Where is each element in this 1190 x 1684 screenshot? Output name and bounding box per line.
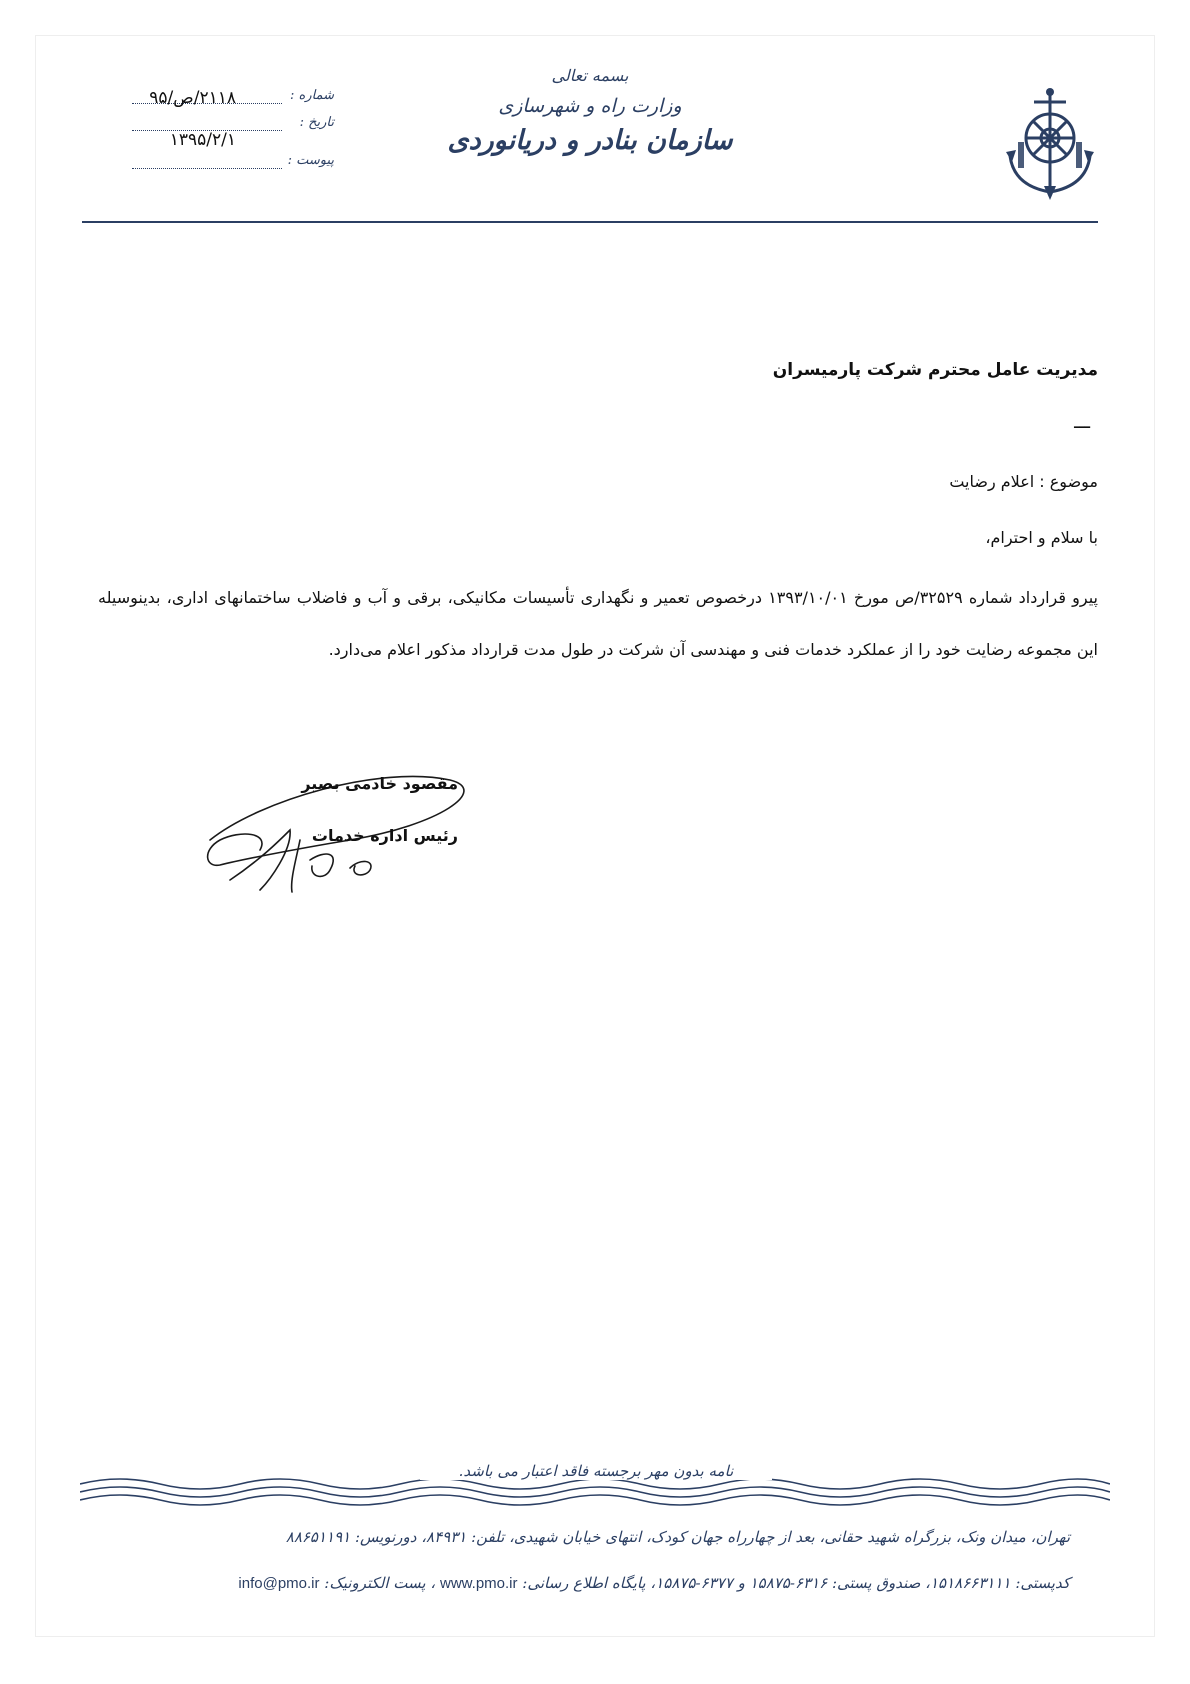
letterhead <box>440 66 740 156</box>
signer-title: رئیس اداره خدمات <box>311 826 458 845</box>
signer-name: مقصود خادمی بصیر <box>301 774 458 793</box>
greeting: با سلام و احترام، <box>985 528 1098 547</box>
footer-contact <box>110 1574 1070 1592</box>
attachment-label: پیوست : <box>287 153 334 168</box>
organization-name: سازمان بنادر و دریانوردی <box>447 125 733 156</box>
email-link[interactable]: info@pmo.ir <box>238 1575 320 1592</box>
body-paragraph: پیرو قرارداد شماره ۳۲۵۲۹/ص مورخ ۱۳۹۳/۱۰/۰۱ درخصوص تعمیر و نگهداری تأسیسات مکانیکی، برقی و آب و فاضلاب ساختمانهای اداری، بدینوسیله این مجموعه رضایت خود را از عملکرد خدمات فنی و مهندسی آن شرکت در طول مدت قرارداد مذکور اعلام می‌دارد. <box>98 588 1099 659</box>
postal-info: کدپستی: ۱۵۱۸۶۶۳۱۱۱، صندوق پستی: ۶۳۱۶-۱۵۸۷۵ و ۶۳۷۷-۱۵۸۷۵، پایگاه اطلاع رسانی: <box>522 1574 1070 1592</box>
email-label: ، پست الکترونیک: <box>324 1574 436 1592</box>
ministry-name: وزارت راه و شهرسازی <box>498 95 682 117</box>
number-label: شماره : <box>290 88 334 103</box>
letter-number: ۲۱۱۸/ص/۹۵ <box>149 88 236 108</box>
handwritten-signature <box>200 770 500 930</box>
footer-address: تهران، میدان ونک، بزرگراه شهید حقانی، بعد از چهارراه جهان کودک، انتهای خیابان شهیدی، تلفن: ۸۴۹۳۱، دورنویس: ۸۸۶۵۱۱۹۱ <box>285 1528 1070 1546</box>
recipient: مدیریت عامل محترم شرکت پارمیسران <box>772 360 1098 380</box>
date-label: تاریخ : <box>299 115 334 130</box>
website-link[interactable]: www.pmo.ir <box>439 1575 518 1592</box>
attachment-dotted-line <box>132 168 282 169</box>
anchor-ship-wheel-logo <box>1000 86 1100 204</box>
header-divider <box>82 221 1098 223</box>
recipient-dash: ـــ <box>1074 412 1090 433</box>
invocation: بسمه تعالی <box>551 66 629 85</box>
letter-meta <box>104 88 334 180</box>
meta-number-row <box>104 88 334 115</box>
subject-line: موضوع : اعلام رضایت <box>949 472 1098 491</box>
validity-note: نامه بدون مهر برجسته فاقد اعتبار می باشد. <box>420 1462 772 1480</box>
letter-date: ۱۳۹۵/۲/۱ <box>169 130 236 150</box>
meta-attachment-row <box>104 153 334 180</box>
